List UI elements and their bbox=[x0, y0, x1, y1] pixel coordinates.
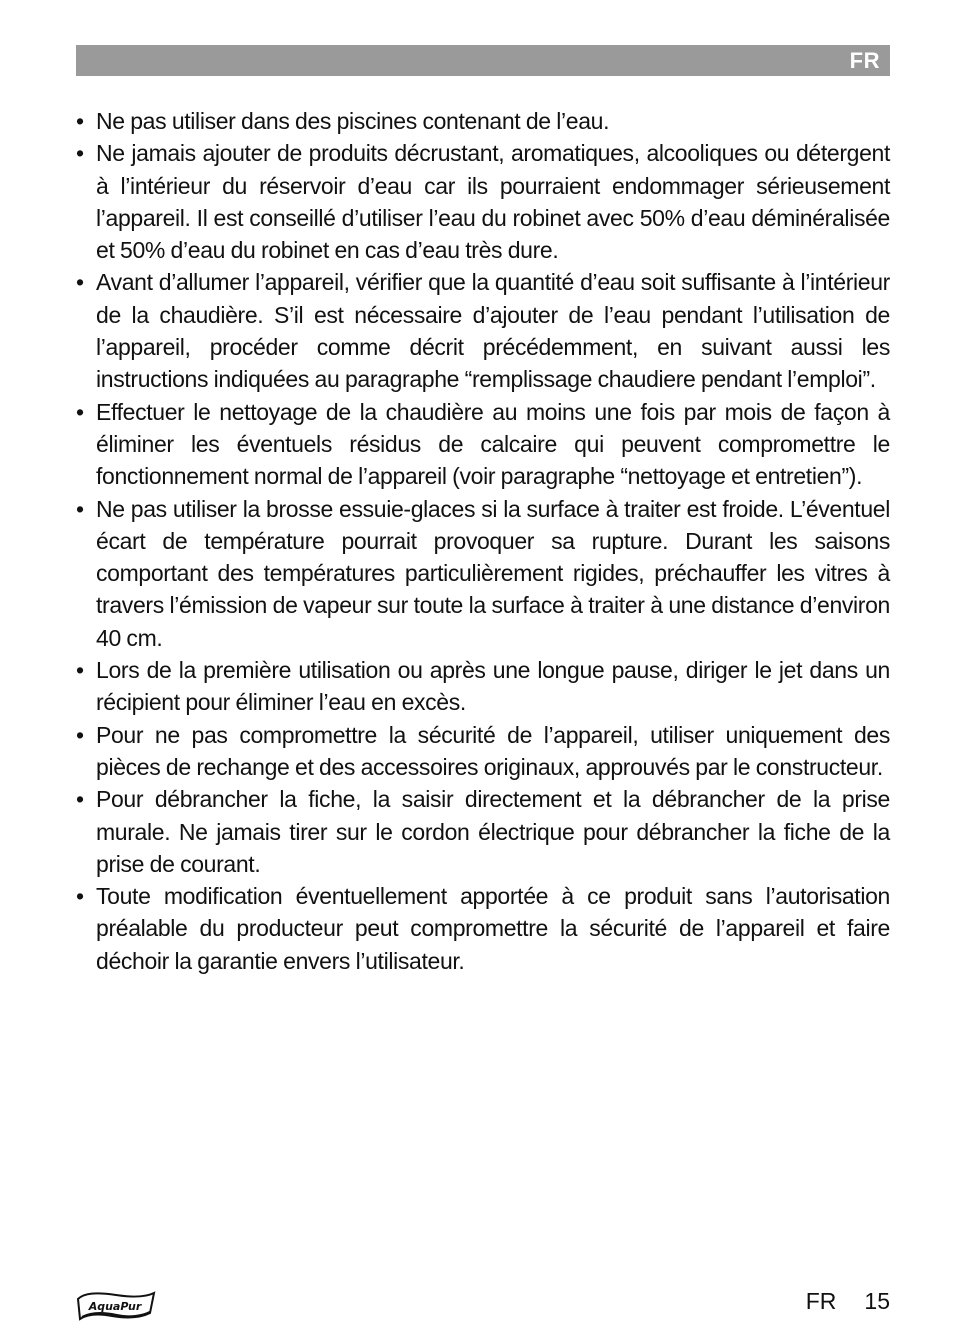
page-footer bbox=[806, 1288, 890, 1315]
safety-bullet-list bbox=[76, 105, 890, 977]
bullet-icon: • bbox=[76, 721, 84, 748]
bullet-icon: • bbox=[76, 108, 84, 134]
list-item-text: Ne pas utiliser la brosse essuie-glaces si la surface à traiter est froide. L’éventuel écart de température pourrait provoquer sa rupture. Durant les saisons comportant des températures particulièrement rigides, préchauffer les vitres à travers l’émission de vapeur sur toute la surface à traiter à une distance d’environ 40 cm. bbox=[96, 495, 890, 651]
list-item bbox=[76, 266, 890, 395]
list-item bbox=[76, 880, 890, 977]
header-bar bbox=[76, 45, 890, 76]
bullet-icon: • bbox=[76, 786, 84, 813]
bullet-icon: • bbox=[76, 398, 84, 425]
list-item-text: Ne jamais ajouter de produits décrustant, aromatiques, alcooliques ou détergent à l’intérieur du réservoir d’eau car ils pourraient endommager sérieusement l’appareil. Il est conseillé d’utiliser l’eau du robinet avec 50% d’eau déminéralisée et 50% d’eau du robinet en cas d’eau très dure. bbox=[96, 140, 890, 264]
list-item-text: Pour débrancher la fiche, la saisir directement et la débrancher de la prise murale. Ne jamais tirer sur le cordon électrique pour débrancher la fiche de la prise de courant. bbox=[96, 786, 890, 877]
footer-language-label: FR bbox=[805, 1288, 837, 1314]
list-item-text: Lors de la première utilisation ou après une longue pause, diriger le jet dans un récipient pour éliminer l’eau en excès. bbox=[96, 657, 890, 716]
list-item bbox=[76, 654, 890, 719]
main-content bbox=[76, 105, 890, 977]
bullet-icon: • bbox=[76, 883, 84, 910]
bullet-icon: • bbox=[76, 657, 84, 684]
list-item-text: Pour ne pas compromettre la sécurité de l’appareil, utiliser uniquement des pièces de rechange et des accessoires originaux, approuvés par le constructeur. bbox=[96, 721, 890, 780]
aquapur-logo bbox=[76, 1289, 156, 1323]
list-item-text: Effectuer le nettoyage de la chaudière au moins une fois par mois de façon à éliminer les éventuels résidus de calcaire qui peuvent compromettre le fonctionnement normal de l’appareil (voir paragraphe “nettoyage et entretien”). bbox=[96, 398, 890, 490]
page-number: 15 bbox=[864, 1288, 890, 1314]
list-item bbox=[76, 137, 890, 266]
bullet-icon: • bbox=[76, 269, 84, 296]
list-item bbox=[76, 396, 890, 493]
list-item-text: Toute modification éventuellement apportée à ce produit sans l’autorisation préalable du producteur peut compromettre la sécurité de l’appareil et faire déchoir la garantie envers l’utilisateur. bbox=[96, 883, 890, 974]
header-language-label: FR bbox=[849, 48, 880, 73]
svg-text:AquaPur: AquaPur bbox=[88, 1300, 142, 1313]
bullet-icon: • bbox=[76, 140, 84, 167]
list-item-text: Ne pas utiliser dans des piscines contenant de l’eau. bbox=[96, 108, 610, 134]
list-item-text: Avant d’allumer l’appareil, vérifier que la quantité d’eau soit suffisante à l’intérieur de la chaudière. S’il est nécessaire d’ajouter de l’eau pendant l’utilisation de l’appareil, procéder comme décrit précédemment, en suivant aussi les instructions indiquées au paragraphe “remplissage chaudiere pendant l’emploi”. bbox=[96, 269, 890, 393]
list-item bbox=[76, 105, 890, 137]
list-item bbox=[76, 493, 890, 654]
list-item bbox=[76, 719, 890, 784]
bullet-icon: • bbox=[76, 495, 84, 522]
list-item bbox=[76, 783, 890, 880]
